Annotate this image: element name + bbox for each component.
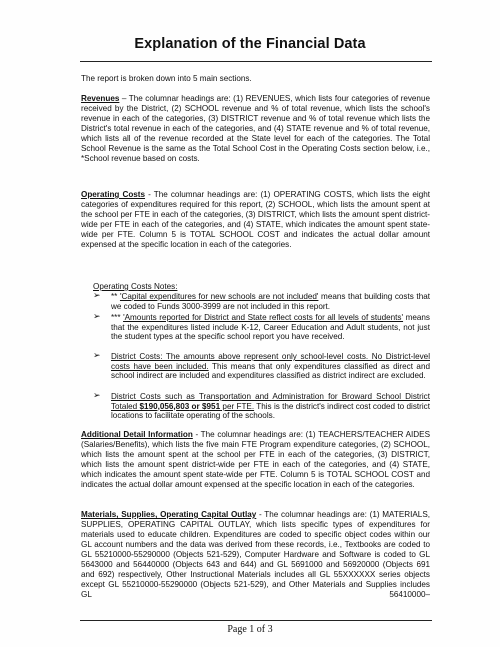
arrow-bullet-icon: ➢: [93, 351, 101, 361]
arrow-bullet-icon: ➢: [93, 291, 101, 301]
additional-detail-heading: Additional Detail Information: [81, 430, 193, 439]
note-item-2: [93, 313, 430, 342]
operating-costs-notes-title: Operating Costs Notes:: [93, 282, 178, 291]
materials-body: - The columnar headings are: (1) MATERIALS, SUPPLIES, OPERATING CAPITAL OUTLAY, which lists specific types of expenditures for materials used to educate children. Expenditures are coded to specific object codes within our GL account numbers and the data was derived from these records, i.e., Textbooks are coded to GL 55210000-55290000 (Objects 521-529), Computer Hardware and Software is coded to GL 5643000 and 56440000 (Objects 643 and 644) and GL 5691000 and 56920000 (Objects 691 and 692) respectively, Other Instructional Materials includes all GL 55XXXXXX series objects except GL 55210000-55290000 (Objects 521-529), and Other Materials and Supplies includes GL 56410000–: [81, 510, 430, 599]
header-rule: [80, 61, 432, 62]
note-2-rest: means that the expenditures listed include K-12, Career Education and Adult students, not just the student types at the specific school report you have received.: [111, 313, 430, 342]
arrow-bullet-icon: ➢: [93, 312, 101, 322]
page-title: Explanation of the Financial Data: [134, 36, 366, 52]
note-item-4: [93, 392, 430, 421]
note-4-underlined: District Costs such as Transportation and Administration for Broward School District Totaled: [111, 392, 430, 411]
note-2-underlined: 'Amounts reported for District and State reflect costs for all levels of students': [123, 313, 404, 322]
revenues-paragraph: [81, 94, 430, 164]
note-4-mid: or: [189, 401, 203, 411]
page-number: Page 1 of 3: [227, 624, 273, 635]
note-1-rest: means that building costs that we coded to Funds 3000-3999 are not included in this report.: [111, 292, 430, 311]
additional-detail-body: - The columnar headings are: (1) TEACHERS/TEACHER AIDES (Salaries/Benefits), which lists the five main FTE Program expenditure categories, (2) SCHOOL, which lists the amount spent at the school per FTE in each of the categories, (3) DISTRICT, which lists the amount spent district-wide per FTE in each of the categories, and (4) STATE, which indicates the amount spent state-wide per FTE. Column 5 is TOTAL SCHOOL COST and indicates the actual dollar amount expensed at the specific location in each of the categories.: [81, 430, 430, 489]
note-item-3: [93, 352, 430, 381]
note-2-prefix: ***: [111, 313, 124, 322]
footer-rule: [80, 620, 432, 621]
note-3-rest: This means that only expenditures classified as direct and school indirect are included and expenditures classified as district indirect are excluded.: [111, 361, 430, 381]
note-3-underlined: District Costs: The amounts above represent only school-level costs. No District-level costs have been included.: [111, 352, 430, 371]
operating-costs-body: - The columnar headings are: (1) OPERATING COSTS, which lists the eight categories of expenditures required for this report, (2) SCHOOL, which lists the amount spent at the school per FTE in each of the categories, (3) DISTRICT, which lists the amount spent district-wide per FTE in each of the categories, and (4) STATE, which indicates the amount spent state-wide per FTE. Column 5 is TOTAL SCHOOL COST and indicates the actual dollar amount expensed at the specific location in each of the categories.: [81, 190, 431, 249]
materials-paragraph: [81, 510, 430, 600]
note-4-amount-per-fte: $951: [202, 401, 221, 411]
revenues-heading: Revenues: [81, 94, 120, 103]
note-4-amount-total: $190,056,803: [139, 401, 190, 411]
note-1-underlined: 'Capital expenditures for new schools are not included': [119, 292, 319, 301]
note-4-rest: This is the district's indirect cost coded to district locations to facilitate operating of the schools.: [111, 401, 430, 421]
arrow-bullet-icon: ➢: [93, 391, 101, 401]
materials-heading: Materials, Supplies, Operating Capital Outlay: [81, 510, 257, 519]
operating-costs-paragraph: [81, 190, 430, 250]
note-4-underlined-tail: per FTE.: [220, 401, 255, 411]
intro-paragraph: The report is broken down into 5 main sections.: [81, 74, 252, 83]
note-item-1: [93, 292, 430, 311]
additional-detail-paragraph: [81, 430, 430, 490]
operating-costs-heading: Operating Costs: [81, 190, 146, 199]
revenues-body: – The columnar headings are: (1) REVENUES, which lists four categories of revenue received by the District, (2) SCHOOL revenue and % of total revenue, which lists the school's revenue in each of the categories, (3) DISTRICT revenue and % of total revenue which lists the District's total revenue in each of the categories, and (4) STATE revenue and % of total revenue, which lists all of the revenue recorded at the State level for each of the categories. The Total School Revenue is the same as the Total School Cost in the Operating Costs section below, i.e., *School revenue based on costs.: [81, 94, 430, 163]
note-1-prefix: **: [111, 292, 120, 301]
